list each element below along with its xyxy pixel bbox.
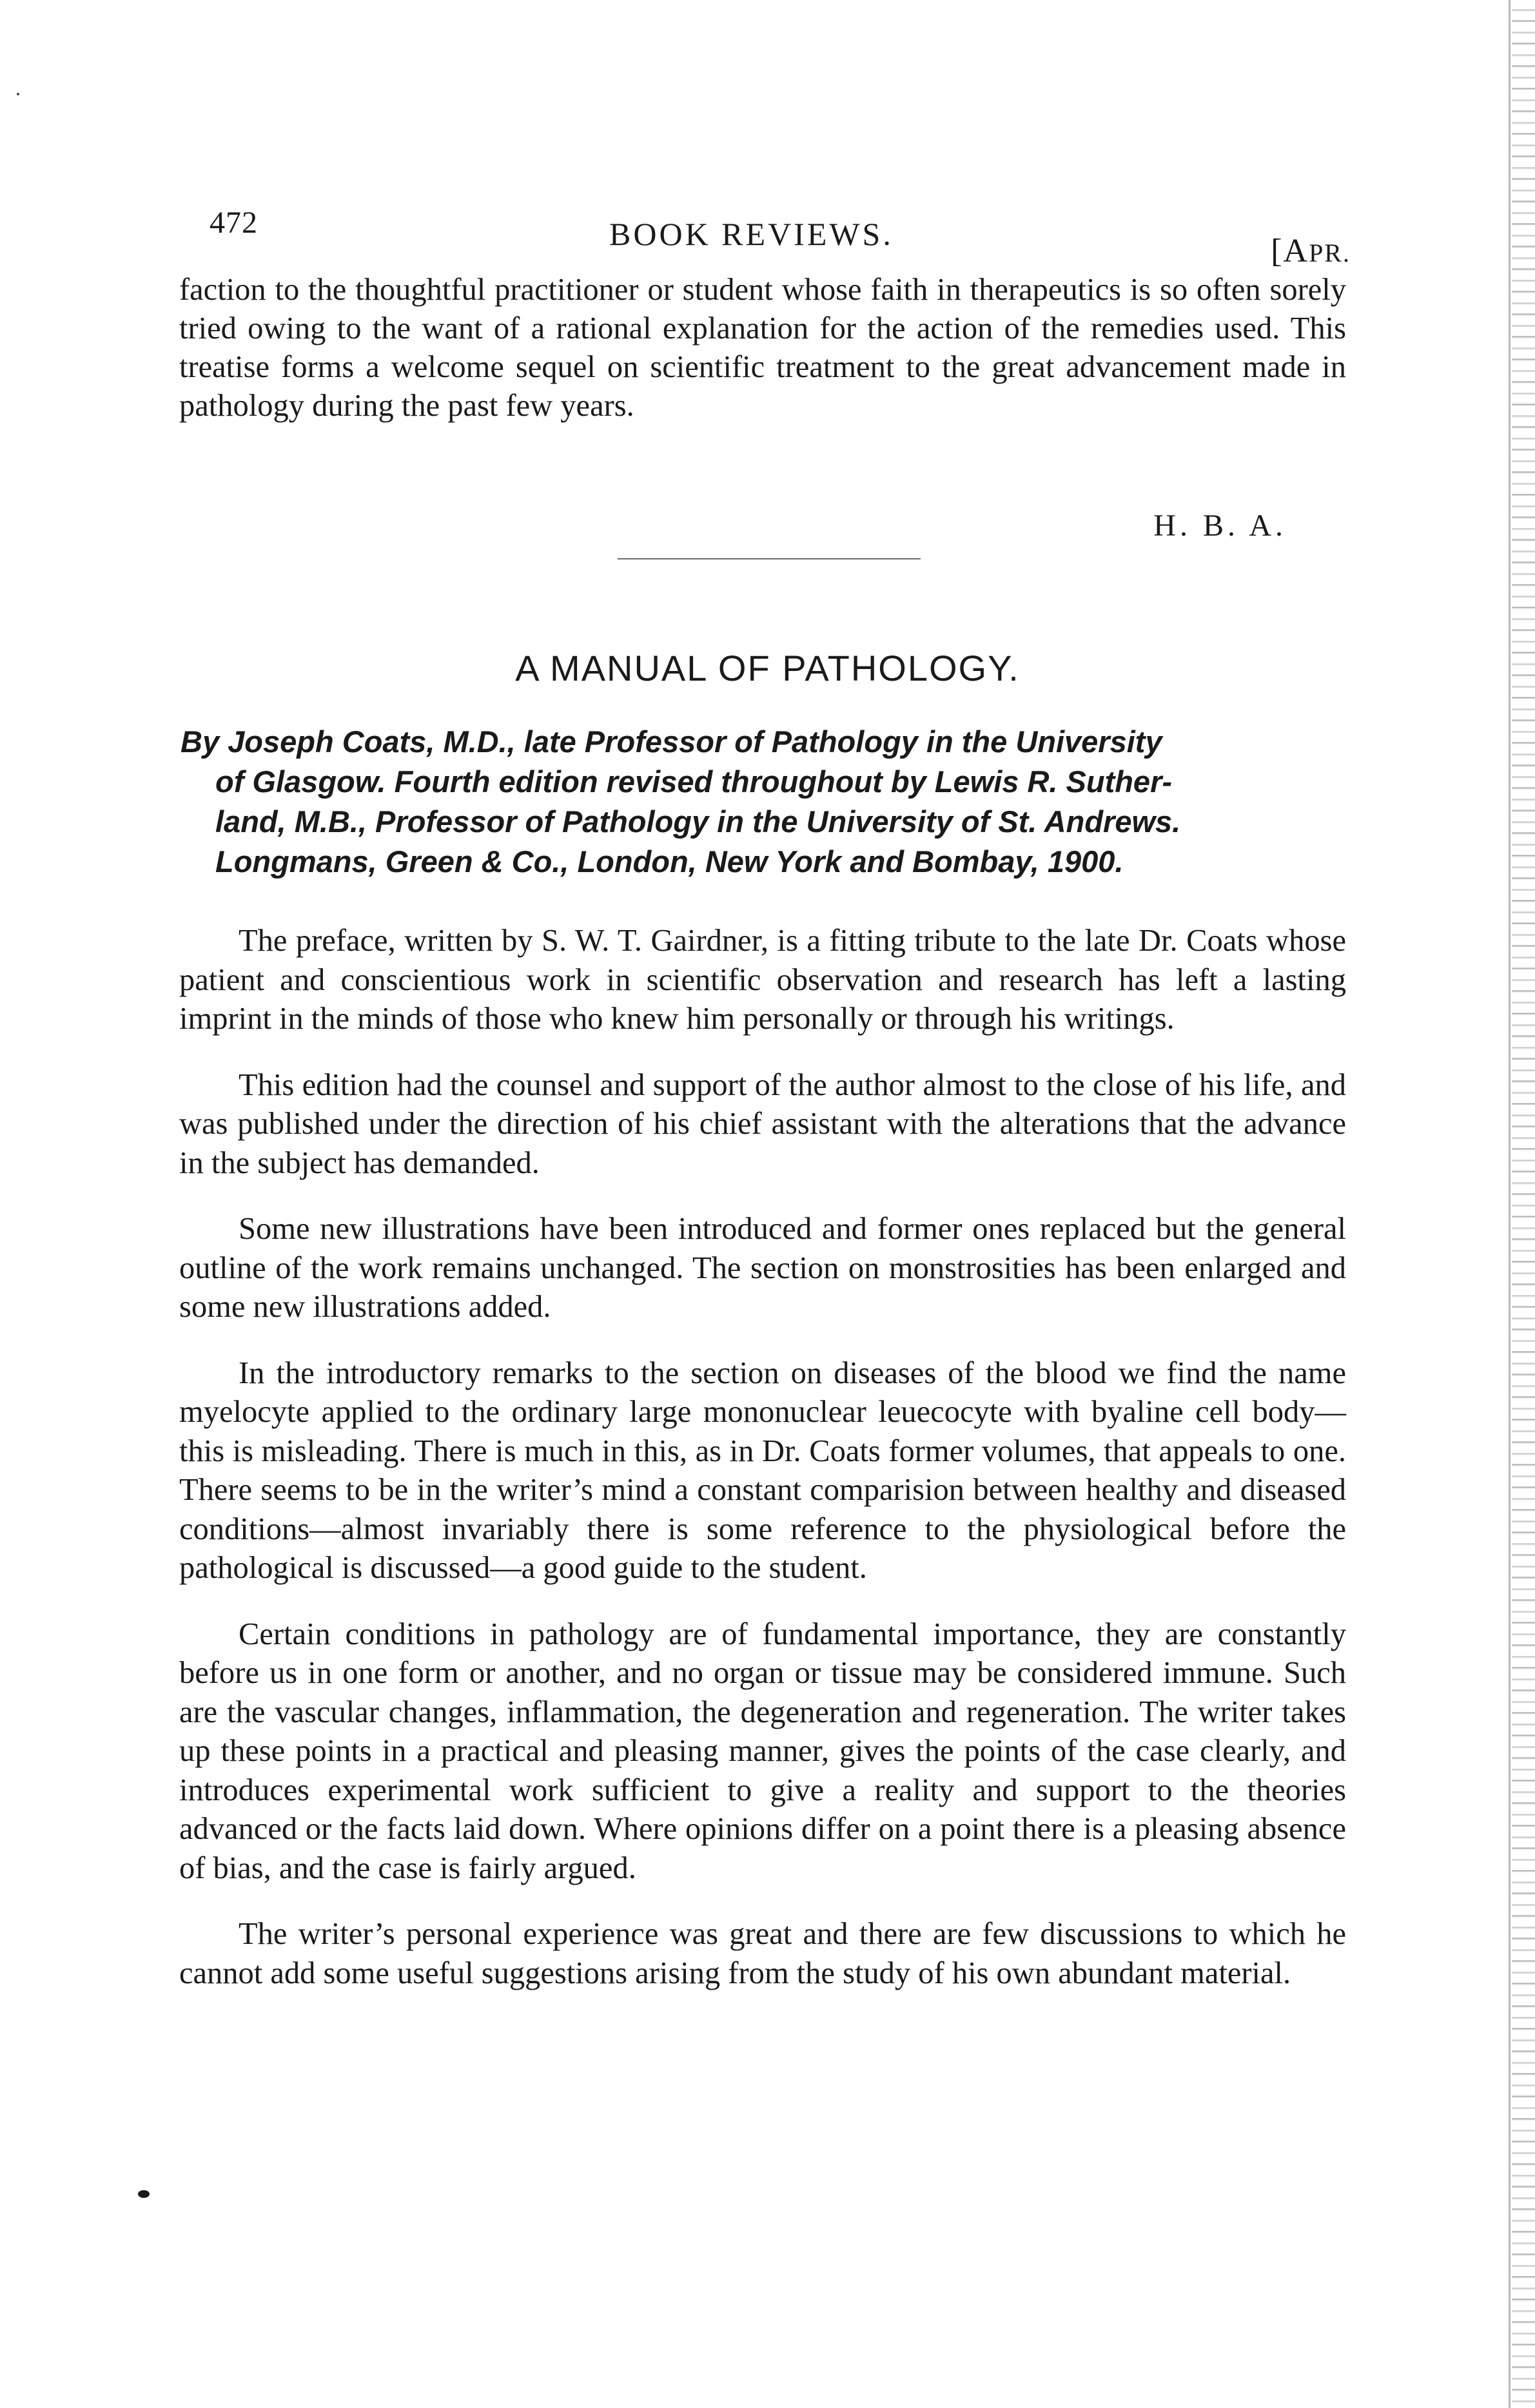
scan-speck	[17, 93, 19, 95]
reviewer-signature: H. B. A.	[1153, 509, 1287, 543]
page-header	[210, 205, 1351, 269]
section-mark	[1271, 232, 1351, 270]
review-paragraph: This edition had the counsel and support of the author almost to the close of his life, and was published under the direction of his chief assistant with the alterations that the advance in the subject has demanded.	[179, 1067, 1346, 1180]
review-paragraph: The writer’s personal experience was great and there are few discussions to which he cannot add some useful suggestions arising from the study of his own abundant material.	[179, 1917, 1346, 1990]
review-paragraph: Some new illustrations have been introduced and former ones replaced but the general outline of the work remains unchanged. The section on monstrosities has been enlarged and some new illustrations added.	[179, 1212, 1346, 1324]
book-citation	[181, 722, 1354, 882]
review-title: A MANUAL OF PATHOLOGY.	[515, 648, 1020, 688]
ink-mark	[138, 2190, 150, 2198]
book-citation-line: By Joseph Coats, M.D., late Professor of Pathology in the University	[181, 724, 1162, 759]
review-paragraph: The preface, written by S. W. T. Gairdner, is a fitting tribute to the late Dr. Coats whose patient and conscientious work in scientific observation and research has left a lasting imprint in the minds of those who knew him personally or through his writings.	[179, 924, 1346, 1036]
book-citation-line: of Glasgow. Fourth edition revised throughout by Lewis R. Suther-	[215, 764, 1173, 799]
running-title: BOOK REVIEWS.	[609, 216, 894, 252]
section-divider	[618, 558, 921, 559]
review-paragraph: In the introductory remarks to the section on diseases of the blood we find the name myelocyte applied to the ordinary large mononuclear leuecocyte with byaline cell body—this is misleading. There is much in this, as in Dr. Coats former volumes, that appeals to one. There seems to be in the writer’s mind a constant comparision between healthy and diseased conditions—almost invariably there is some reference to the physiological before the pathological is discussed—a good guide to the student.	[179, 1355, 1346, 1585]
book-citation-line: Longmans, Green & Co., London, New York and Bombay, 1900.	[215, 844, 1124, 879]
book-citation-line: land, M.B., Professor of Pathology in the University of St. Andrews.	[215, 804, 1181, 839]
page-number: 472	[210, 206, 258, 240]
continuation-paragraph: faction to the thoughtful practitioner or student whose faith in therapeutics is so often sorely tried owing to the want of a rational explanation for the action of the remedies used. This treatise forms a welcome sequel on scientific treatment to the great advancement made in pathology during the past few years.	[179, 273, 1346, 423]
review-body	[179, 922, 1346, 1993]
review-paragraph: Certain conditions in pathology are of fundamental importance, they are constantly before us in one form or another, and no organ or tissue may be considered immune. Such are the vascular changes, inflammation, the degeneration and regeneration. The writer takes up these points in a practical and pleasing manner, gives the points of the case clearly, and introduces experimental work sufficient to give a reality and support to the theories advanced or the facts laid down. Where opinions differ on a point there is a pleasing absence of bias, and the case is fairly argued.	[179, 1617, 1346, 1885]
previous-review-continuation	[179, 271, 1346, 425]
scan-edge-line	[1509, 0, 1511, 2408]
section-mark-rest: PR.	[1309, 238, 1351, 267]
scanned-binding-edge	[1512, 0, 1535, 2408]
section-mark-bracket: [A	[1271, 233, 1309, 269]
